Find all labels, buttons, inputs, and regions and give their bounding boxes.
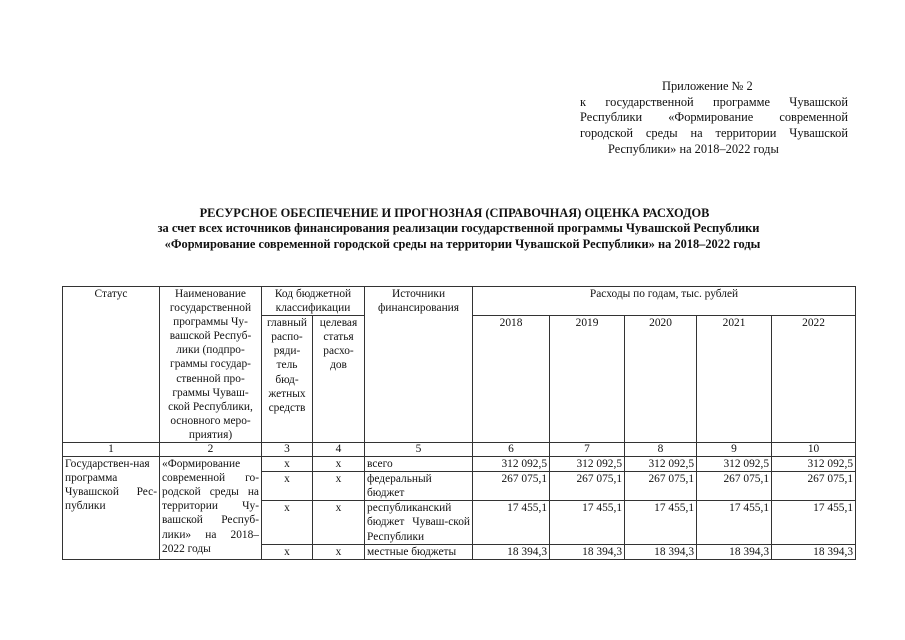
column-number: 8 xyxy=(625,443,697,457)
table-row xyxy=(63,457,856,472)
value-cell: 312 092,5 xyxy=(625,457,697,472)
code-main-cell: х xyxy=(262,501,313,544)
title-line: за счет всех источников финансирования реализации государственной программы Чувашской Республики xyxy=(157,221,760,236)
source-cell: федеральный бюджет xyxy=(365,472,473,501)
appendix-line: городской среды на территории Чувашской xyxy=(580,126,848,141)
column-number: 1 xyxy=(63,443,160,457)
code-main-cell: х xyxy=(262,457,313,472)
code-item-cell: х xyxy=(313,544,365,559)
column-number: 6 xyxy=(473,443,550,457)
column-number: 10 xyxy=(772,443,856,457)
numbering-row xyxy=(63,443,856,457)
source-cell: местные бюджеты xyxy=(365,544,473,559)
value-cell: 17 455,1 xyxy=(697,501,772,544)
source-cell: всего xyxy=(365,457,473,472)
title-line: «Формирование современной городской среды на территории Чувашской Республики» на 2018–2022 годы xyxy=(164,236,761,251)
header-year-2020: 2020 xyxy=(625,316,697,443)
value-cell: 17 455,1 xyxy=(625,501,697,544)
code-item-cell: х xyxy=(313,472,365,501)
column-number: 4 xyxy=(313,443,365,457)
appendix-line: к государственной программе Чувашской xyxy=(580,94,848,109)
value-cell: 267 075,1 xyxy=(473,472,550,501)
value-cell: 312 092,5 xyxy=(697,457,772,472)
code-main-cell: х xyxy=(262,544,313,559)
column-number: 9 xyxy=(697,443,772,457)
value-cell: 17 455,1 xyxy=(772,501,856,544)
column-number: 7 xyxy=(550,443,625,457)
header-code-main: главный распо- ряди- тель бюд- жетных средств xyxy=(262,316,313,443)
header-name: Наименование государственной программы Чу- вашской Респуб- лики (подпро- граммы государ- ственной про- граммы Чуваш- ской Республики, основного меро- приятия) xyxy=(160,287,262,443)
value-cell: 18 394,3 xyxy=(697,544,772,559)
appendix-number: Приложение № 2 xyxy=(662,79,753,93)
header-year-2019: 2019 xyxy=(550,316,625,443)
value-cell: 267 075,1 xyxy=(772,472,856,501)
source-cell: республиканский бюджет Чуваш-ской Республики xyxy=(365,501,473,544)
value-cell: 267 075,1 xyxy=(550,472,625,501)
header-year-2018: 2018 xyxy=(473,316,550,443)
value-cell: 312 092,5 xyxy=(550,457,625,472)
document-title xyxy=(0,206,905,252)
program-status: Государствен-ная программа Чувашской Рес-публики xyxy=(63,457,160,560)
appendix-line: Республики «Формирование современной xyxy=(580,110,848,125)
column-number: 3 xyxy=(262,443,313,457)
header-sources: Источники финансирования xyxy=(365,287,473,443)
value-cell: 267 075,1 xyxy=(697,472,772,501)
appendix-line: Республики» на 2018–2022 годы xyxy=(608,141,779,156)
header-status: Статус xyxy=(63,287,160,443)
value-cell: 312 092,5 xyxy=(473,457,550,472)
title-line: РЕСУРСНОЕ ОБЕСПЕЧЕНИЕ И ПРОГНОЗНАЯ (СПРАВОЧНАЯ) ОЦЕНКА РАСХОДОВ xyxy=(199,206,710,220)
header-row xyxy=(63,287,856,316)
code-item-cell: х xyxy=(313,457,365,472)
value-cell: 267 075,1 xyxy=(625,472,697,501)
value-cell: 18 394,3 xyxy=(772,544,856,559)
value-cell: 17 455,1 xyxy=(550,501,625,544)
column-number: 2 xyxy=(160,443,262,457)
value-cell: 18 394,3 xyxy=(625,544,697,559)
header-year-2021: 2021 xyxy=(697,316,772,443)
header-code-group: Код бюджетной классификации xyxy=(262,287,365,316)
header-year-2022: 2022 xyxy=(772,316,856,443)
code-item-cell: х xyxy=(313,501,365,544)
value-cell: 18 394,3 xyxy=(473,544,550,559)
code-main-cell: х xyxy=(262,472,313,501)
value-cell: 18 394,3 xyxy=(550,544,625,559)
value-cell: 312 092,5 xyxy=(772,457,856,472)
value-cell: 17 455,1 xyxy=(473,501,550,544)
header-expenses: Расходы по годам, тыс. рублей xyxy=(473,287,856,316)
header-code-item: целевая статья расхо- дов xyxy=(313,316,365,443)
program-name: «Формирование современной го-родской среды на территории Чу-вашской Респуб-лики» на 2018–2022 годы xyxy=(160,457,262,560)
appendix-note xyxy=(580,79,848,158)
column-number: 5 xyxy=(365,443,473,457)
resource-table xyxy=(62,286,856,560)
